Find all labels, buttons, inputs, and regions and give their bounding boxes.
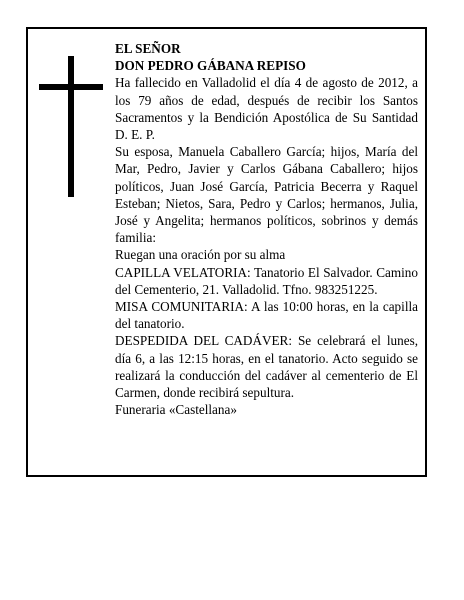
deceased-title: EL SEÑOR: [115, 41, 181, 56]
notice-text: [115, 40, 418, 418]
wake-chapel-info: CAPILLA VELATORIA: Tanatorio El Salvador. Camino del Cementerio, 21. Valladolid. Tfno. 983251225.: [115, 264, 418, 297]
family-list: Su esposa, Manuela Caballero García; hijos, María del Mar, Pedro, Javier y Carlos Gábana Caballero; hijos políticos, Juan José García, Patricia Becerra y Raquel Esteban; Nietos, Sara, Pedro y Carlos; hermanos, Julia, José y Angelita; hermanos políticos, sobrinos y demás familia:: [115, 144, 418, 246]
cross-icon-crossbar: [39, 84, 103, 90]
prayer-request: Ruegan una oración por su alma: [115, 247, 286, 263]
farewell-info: DESPEDIDA DEL CADÁVER: Se celebrará el lunes, día 6, a las 12:15 horas, en el tanatorio. Acto seguido se realizará la conducción del cadáver al cementerio de El Carmen, donde recibirá sepultura.: [115, 333, 418, 401]
death-announcement: Ha fallecido en Valladolid el día 4 de agosto de 2012, a los 79 años de edad, después de recibir los Santos Sacramentos y la Bendición Apostólica de Su Santidad D. E. P.: [115, 75, 418, 143]
death-notice-frame: [26, 27, 427, 477]
cross-icon: [68, 56, 74, 197]
deceased-name: DON PEDRO GÁBANA REPISO: [115, 58, 306, 74]
mass-info: MISA COMUNITARIA: A las 10:00 horas, en la capilla del tanatorio.: [115, 299, 418, 332]
funeral-home: Funeraria «Castellana»: [115, 402, 237, 418]
